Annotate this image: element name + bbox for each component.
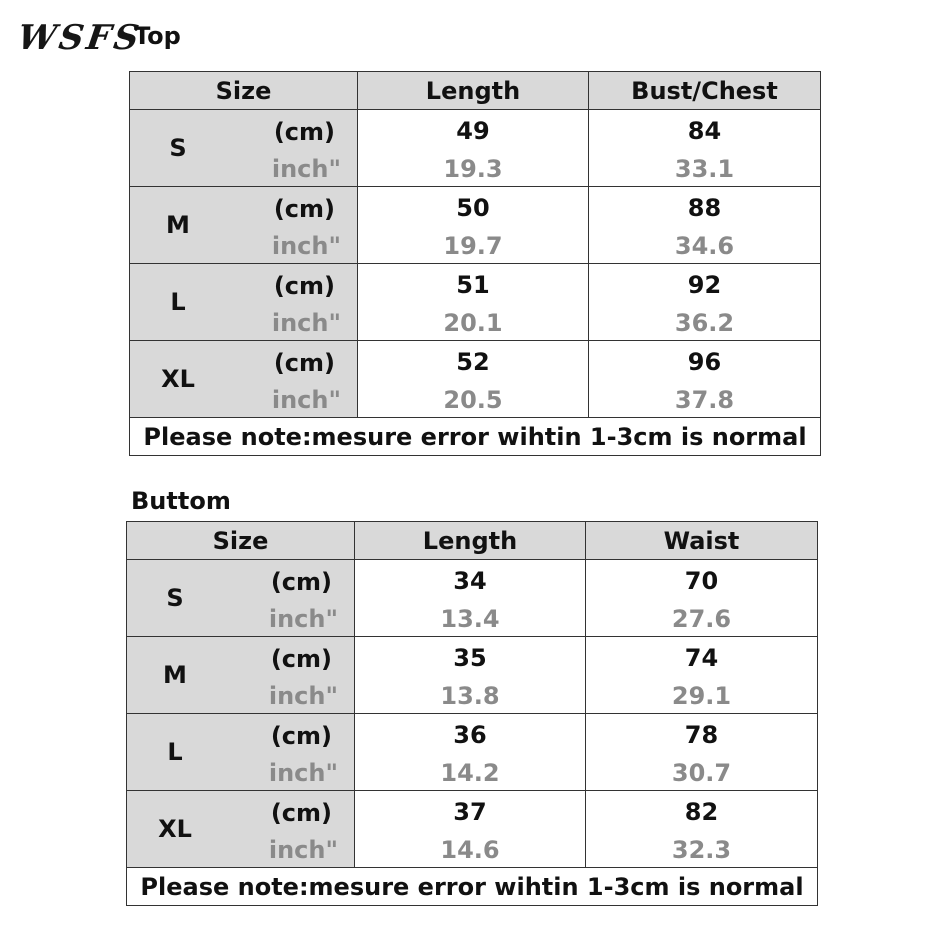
brand-logo: WSFS [15, 18, 145, 58]
length-cell [358, 187, 589, 264]
header-row [130, 72, 821, 110]
bottom-section-title: Buttom [131, 487, 231, 515]
table-row [127, 637, 818, 714]
top-size-table [129, 71, 821, 456]
length-cell [355, 791, 586, 868]
unit-inch-label: inch" [268, 759, 338, 787]
table-row [127, 560, 818, 637]
note-row [127, 868, 818, 906]
measure-cm-value: 78 [684, 721, 719, 749]
measure-cell [586, 714, 818, 791]
unit-cm-label: (cm) [273, 118, 335, 146]
length-cm-value: 37 [453, 798, 487, 826]
size-cell [127, 714, 355, 791]
measure-inch-value: 32.3 [671, 836, 732, 864]
length-inch-value: 13.8 [440, 682, 500, 710]
note-row [130, 418, 821, 456]
header-length: Length [358, 72, 589, 110]
unit-inch-label: inch" [268, 682, 338, 710]
measure-cm-value: 74 [684, 644, 719, 672]
header-size: Size [130, 72, 358, 110]
unit-inch-label: inch" [271, 232, 341, 260]
size-cell [127, 637, 355, 714]
length-cell [358, 341, 589, 418]
measure-inch-value: 36.2 [674, 309, 735, 337]
measure-cm-value: 82 [684, 798, 719, 826]
length-inch-value: 19.3 [443, 155, 503, 183]
length-inch-value: 20.1 [443, 309, 503, 337]
measure-cm-value: 70 [684, 567, 719, 595]
size-label: XL [161, 365, 195, 393]
length-cm-value: 52 [456, 348, 490, 376]
table-row [130, 187, 821, 264]
measurement-note: Please note:mesure error wihtin 1-3cm is normal [130, 418, 821, 456]
length-cm-value: 49 [456, 117, 490, 145]
unit-cm-label: (cm) [273, 272, 335, 300]
length-cell [358, 264, 589, 341]
size-cell [130, 264, 358, 341]
header-row [127, 522, 818, 560]
size-label: XL [158, 815, 192, 843]
unit-cm-label: (cm) [270, 799, 332, 827]
unit-inch-label: inch" [268, 605, 338, 633]
unit-cm-label: (cm) [270, 645, 332, 673]
length-cm-value: 51 [456, 271, 490, 299]
measure-cell [589, 264, 821, 341]
header-waist: Waist [586, 522, 818, 560]
unit-inch-label: inch" [271, 309, 341, 337]
unit-cm-label: (cm) [273, 195, 335, 223]
unit-cm-label: (cm) [270, 722, 332, 750]
header-length: Length [355, 522, 586, 560]
measure-cell [586, 791, 818, 868]
measure-inch-value: 30.7 [671, 759, 732, 787]
measure-inch-value: 34.6 [674, 232, 735, 260]
table-row [130, 341, 821, 418]
measure-inch-value: 33.1 [674, 155, 735, 183]
size-label: M [163, 661, 187, 689]
length-inch-value: 13.4 [440, 605, 500, 633]
size-label: S [169, 134, 187, 162]
header-bust-chest: Bust/Chest [589, 72, 821, 110]
length-inch-value: 20.5 [443, 386, 503, 414]
table-row [127, 714, 818, 791]
measure-cell [589, 341, 821, 418]
length-cm-value: 50 [456, 194, 490, 222]
size-label: L [167, 738, 183, 766]
unit-inch-label: inch" [268, 836, 338, 864]
size-cell [130, 110, 358, 187]
unit-inch-label: inch" [271, 155, 341, 183]
unit-inch-label: inch" [271, 386, 341, 414]
size-cell [130, 187, 358, 264]
length-cell [355, 637, 586, 714]
top-section-title: Top [134, 22, 181, 50]
length-inch-value: 14.2 [440, 759, 500, 787]
measurement-note: Please note:mesure error wihtin 1-3cm is normal [127, 868, 818, 906]
length-cm-value: 36 [453, 721, 487, 749]
measure-cell [589, 110, 821, 187]
length-cell [355, 714, 586, 791]
length-cm-value: 35 [453, 644, 487, 672]
size-cell [130, 341, 358, 418]
length-cm-value: 34 [453, 567, 487, 595]
bottom-size-table [126, 521, 818, 906]
table-row [127, 791, 818, 868]
measure-cell [586, 560, 818, 637]
measure-cell [589, 187, 821, 264]
length-inch-value: 14.6 [440, 836, 500, 864]
table-row [130, 110, 821, 187]
size-cell [127, 791, 355, 868]
table-row [130, 264, 821, 341]
unit-cm-label: (cm) [273, 349, 335, 377]
measure-cm-value: 96 [687, 348, 722, 376]
length-cell [355, 560, 586, 637]
measure-inch-value: 27.6 [671, 605, 732, 633]
size-label: S [166, 584, 184, 612]
measure-cm-value: 88 [687, 194, 722, 222]
unit-cm-label: (cm) [270, 568, 332, 596]
size-cell [127, 560, 355, 637]
size-label: M [166, 211, 190, 239]
measure-cm-value: 84 [687, 117, 722, 145]
size-label: L [170, 288, 186, 316]
length-inch-value: 19.7 [443, 232, 503, 260]
length-cell [358, 110, 589, 187]
measure-inch-value: 29.1 [671, 682, 732, 710]
measure-inch-value: 37.8 [674, 386, 735, 414]
measure-cell [586, 637, 818, 714]
measure-cm-value: 92 [687, 271, 722, 299]
header-size: Size [127, 522, 355, 560]
